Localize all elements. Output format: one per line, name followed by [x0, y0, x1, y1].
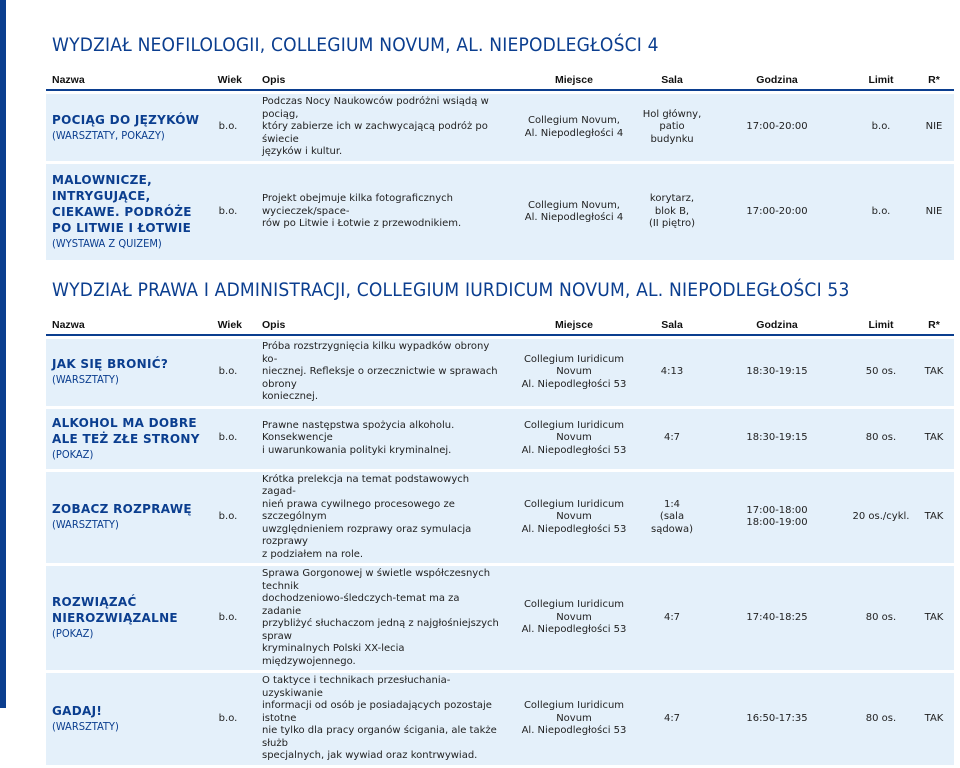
time-cell: 17:00-18:00 18:00-19:00	[706, 472, 848, 564]
table-row	[46, 94, 954, 161]
col-header-age: Wiek	[206, 70, 250, 91]
col-header-time: Godzina	[706, 315, 848, 336]
time-cell: 17:00-20:00	[706, 164, 848, 260]
col-header-age: Wiek	[206, 315, 250, 336]
limit-cell: 20 os./cykl.	[848, 472, 914, 564]
table-row	[46, 673, 954, 765]
table-header-row	[46, 70, 954, 91]
description-cell: Prawne następstwa spożycia alkoholu. Konsekwencje i uwarunkowania polityki kryminalnej.	[250, 409, 510, 469]
registration-cell: TAK	[914, 566, 954, 670]
limit-cell: 80 os.	[848, 673, 914, 765]
event-type: (WARSZTATY)	[52, 373, 119, 387]
event-type: (WARSZTATY, POKAZY)	[52, 128, 165, 142]
col-header-place: Miejsce	[510, 70, 638, 91]
registration-cell: NIE	[914, 94, 954, 161]
event-name-cell	[46, 94, 206, 161]
event-name-cell	[46, 409, 206, 469]
event-name-cell	[46, 673, 206, 765]
event-name-cell	[46, 339, 206, 406]
registration-cell: TAK	[914, 673, 954, 765]
col-header-limit: Limit	[848, 315, 914, 336]
age-cell: b.o.	[206, 339, 250, 406]
table-row	[46, 164, 954, 260]
age-cell: b.o.	[206, 94, 250, 161]
col-header-limit: Limit	[848, 70, 914, 91]
section-title-neofilologia: WYDZIAŁ NEOFILOLOGII, COLLEGIUM NOVUM, AL. NIEPODLEGŁOŚCI 4	[52, 34, 659, 56]
description-cell: Krótka prelekcja na temat podstawowych zagad- nień prawa cywilnego procesowego ze szczególnym uwzględnieniem rozprawy oraz symulacja rozprawy z podziałem na role.	[250, 472, 510, 564]
limit-cell: 80 os.	[848, 566, 914, 670]
description-cell: Podczas Nocy Naukowców podróżni wsiądą w pociąg, który zabierze ich w zachwycającą podróż po świecie języków i kultur.	[250, 94, 510, 161]
event-title: ROZWIĄZAĆ NIEROZWIĄZALNE	[52, 595, 178, 625]
place-cell: Collegium Novum, Al. Niepodległości 4	[510, 164, 638, 260]
description-cell: Próba rozstrzygnięcia kilku wypadków obrony ko- niecznej. Refleksje o orzecznictwie w sprawach obrony koniecznej.	[250, 339, 510, 406]
room-cell: korytarz, blok B, (II piętro)	[638, 164, 706, 260]
room-cell: Hol główny, patio budynku	[638, 94, 706, 161]
col-header-place: Miejsce	[510, 315, 638, 336]
registration-cell: TAK	[914, 409, 954, 469]
table-row	[46, 566, 954, 670]
age-cell: b.o.	[206, 472, 250, 564]
event-title: GADAJ!	[52, 703, 103, 718]
limit-cell: b.o.	[848, 94, 914, 161]
place-cell: Collegium Novum, Al. Niepodległości 4	[510, 94, 638, 161]
col-header-time: Godzina	[706, 70, 848, 91]
age-cell: b.o.	[206, 164, 250, 260]
event-title: ZOBACZ ROZPRAWĘ	[52, 502, 192, 517]
limit-cell: 50 os.	[848, 339, 914, 406]
registration-cell: NIE	[914, 164, 954, 260]
room-cell: 1:4 (sala sądowa)	[638, 472, 706, 564]
description-cell: Projekt obejmuje kilka fotograficznych wycieczek/space- rów po Litwie i Łotwie z przewodnikiem.	[250, 164, 510, 260]
description-cell: Sprawa Gorgonowej w świetle współczesnych technik dochodzeniowo-śledczych-temat ma za zadanie przybliżyć słuchaczom jedną z najgłośniejszych spraw kryminalnych Polski XX-lecia międzywojennego.	[250, 566, 510, 670]
col-header-registration: R*	[914, 70, 954, 91]
event-type: (WARSZTATY)	[52, 719, 119, 733]
room-cell: 4:7	[638, 409, 706, 469]
event-title: JAK SIĘ BRONIĆ?	[52, 357, 169, 372]
registration-cell: TAK	[914, 472, 954, 564]
event-type: (POKAZ)	[52, 447, 94, 461]
section-title-prawo: WYDZIAŁ PRAWA I ADMINISTRACJI, COLLEGIUM IURDICUM NOVUM, AL. NIEPODLEGŁOŚCI 53	[52, 279, 850, 301]
limit-cell: 80 os.	[848, 409, 914, 469]
event-title: MALOWNICZE, INTRYGUJĄCE, CIEKAWE. PODRÓŻE PO LITWIE I ŁOTWIE	[52, 173, 192, 235]
age-cell: b.o.	[206, 673, 250, 765]
time-cell: 16:50-17:35	[706, 673, 848, 765]
limit-cell: b.o.	[848, 164, 914, 260]
col-header-registration: R*	[914, 315, 954, 336]
age-cell: b.o.	[206, 566, 250, 670]
events-table-prawo	[46, 312, 954, 768]
col-header-description: Opis	[250, 315, 510, 336]
event-name-cell	[46, 164, 206, 260]
event-type: (WARSZTATY)	[52, 518, 119, 532]
room-cell: 4:7	[638, 673, 706, 765]
event-title: ALKOHOL MA DOBRE ALE TEŻ ZŁE STRONY	[52, 415, 200, 446]
event-type: (WYSTAWA Z QUIZEM)	[52, 237, 162, 250]
time-cell: 18:30-19:15	[706, 409, 848, 469]
time-cell: 18:30-19:15	[706, 339, 848, 406]
table-header-row	[46, 315, 954, 336]
events-table-neofilologia	[46, 67, 954, 263]
event-title: POCIĄG DO JĘZYKÓW	[52, 112, 200, 127]
place-cell: Collegium Iuridicum Novum Al. Niepodległości 53	[510, 339, 638, 406]
place-cell: Collegium Iuridicum Novum Al. Niepodległości 53	[510, 673, 638, 765]
place-cell: Collegium Iuridicum Novum Al. Niepodległości 53	[510, 472, 638, 564]
place-cell: Collegium Iuridicum Novum Al. Niepodległości 53	[510, 409, 638, 469]
room-cell: 4:7	[638, 566, 706, 670]
table-row	[46, 472, 954, 564]
registration-cell: TAK	[914, 339, 954, 406]
time-cell: 17:00-20:00	[706, 94, 848, 161]
col-header-room: Sala	[638, 315, 706, 336]
col-header-name: Nazwa	[46, 315, 206, 336]
table-row	[46, 339, 954, 406]
place-cell: Collegium Iuridicum Novum Al. Niepodległości 53	[510, 566, 638, 670]
col-header-room: Sala	[638, 70, 706, 91]
table-row	[46, 409, 954, 469]
age-cell: b.o.	[206, 409, 250, 469]
time-cell: 17:40-18:25	[706, 566, 848, 670]
event-type: (POKAZ)	[52, 627, 94, 640]
left-accent-bar	[0, 0, 6, 708]
room-cell: 4:13	[638, 339, 706, 406]
event-name-cell	[46, 472, 206, 564]
col-header-name: Nazwa	[46, 70, 206, 91]
event-name-cell	[46, 566, 206, 670]
col-header-description: Opis	[250, 70, 510, 91]
description-cell: O taktyce i technikach przesłuchania-uzyskiwanie informacji od osób je posiadających pozostaje istotne nie tylko dla pracy organów ścigania, ale także służb specjalnych, jak wywiad oraz kontrwywiad.	[250, 673, 510, 765]
